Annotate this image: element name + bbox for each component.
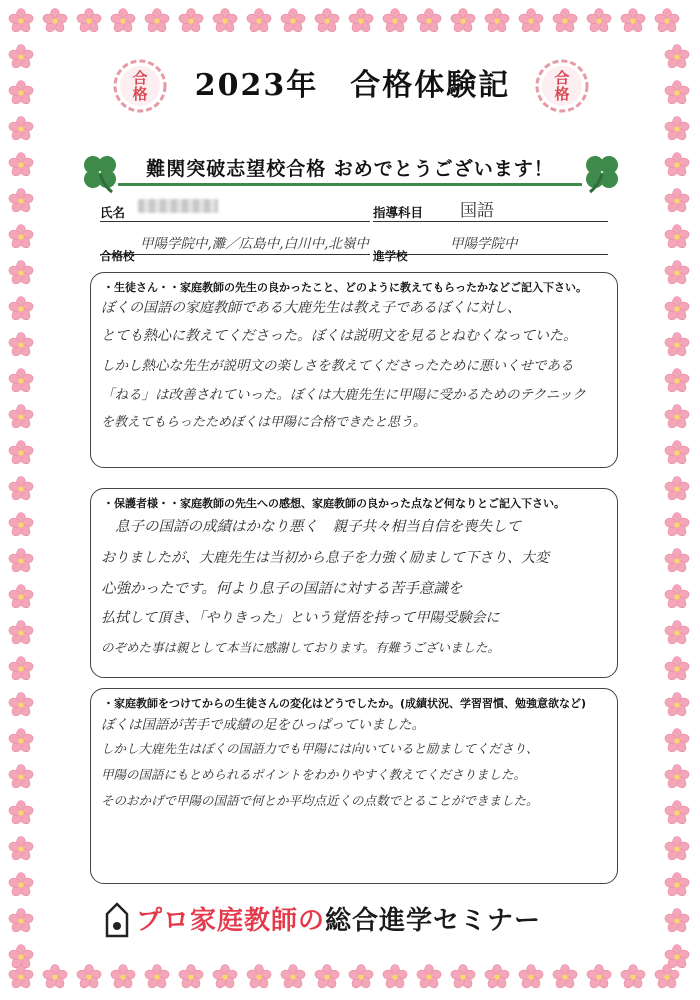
sakura-flower-icon xyxy=(450,964,476,990)
sakura-flower-icon xyxy=(664,368,690,394)
sakura-flower-icon xyxy=(8,152,34,178)
answer-line: 払拭して頂き、「やりきった」という覚悟を持って甲陽受験会に xyxy=(101,610,500,626)
sakura-flower-icon xyxy=(178,964,204,990)
sakura-flower-icon xyxy=(8,188,34,214)
sakura-flower-icon xyxy=(8,296,34,322)
answer-line: しかし大鹿先生はぼくの国語力でも甲陽には向いていると励ましてくださり、 xyxy=(101,741,539,756)
sakura-flower-icon xyxy=(8,116,34,142)
sakura-flower-icon xyxy=(664,476,690,502)
sakura-flower-icon xyxy=(246,8,272,34)
congratulation-subtitle: 難関突破志望校合格 おめでとうございます！ xyxy=(146,158,554,180)
sakura-flower-icon xyxy=(76,8,102,34)
sakura-flower-icon xyxy=(664,908,690,934)
enrolled-school-label: 進学校 xyxy=(373,249,408,263)
brand-footer xyxy=(136,900,541,937)
name-label: 氏名 xyxy=(100,205,126,220)
answer-line: 「ねる」は改善されていった。ぼくは大鹿先生に甲陽に受かるためのテクニック xyxy=(101,387,586,403)
answer-line: 甲陽の国語にもとめられるポイントをわかりやすく教えてくださりました。 xyxy=(101,767,527,782)
sakura-flower-icon xyxy=(664,548,690,574)
sakura-flower-icon xyxy=(484,8,510,34)
clover-icon xyxy=(78,150,122,194)
sakura-flower-icon xyxy=(664,872,690,898)
brand-name-dark: 総合進学セミナー xyxy=(325,906,542,936)
sakura-flower-icon xyxy=(8,476,34,502)
sakura-flower-icon xyxy=(664,656,690,682)
sakura-flower-icon xyxy=(8,368,34,394)
sakura-flower-icon xyxy=(664,116,690,142)
sakura-flower-icon xyxy=(664,296,690,322)
parent-comment-box xyxy=(90,488,618,678)
enrolled-line xyxy=(373,254,608,255)
sakura-flower-icon xyxy=(42,964,68,990)
page-title: 2023年 合格体験記 xyxy=(194,68,511,103)
sakura-flower-icon xyxy=(664,800,690,826)
answer-line: 心強かったです。何より息子の国語に対する苦手意識を xyxy=(101,581,463,597)
sakura-flower-icon xyxy=(314,8,340,34)
sakura-flower-icon xyxy=(664,692,690,718)
sakura-flower-icon xyxy=(110,964,136,990)
sakura-flower-icon xyxy=(8,404,34,430)
sakura-flower-icon xyxy=(664,512,690,538)
name-line xyxy=(100,221,370,222)
sakura-flower-icon xyxy=(450,8,476,34)
answer-line: ぼくは国語が苦手で成績の足をひっぱっていました。 xyxy=(101,717,425,733)
sakura-flower-icon xyxy=(664,728,690,754)
sakura-flower-icon xyxy=(110,8,136,34)
sakura-flower-icon xyxy=(620,8,646,34)
sakura-flower-icon xyxy=(76,964,102,990)
sakura-flower-icon xyxy=(664,44,690,70)
school-logo-icon xyxy=(104,902,130,938)
sakura-flower-icon xyxy=(664,944,690,970)
change-question: ・家庭教師をつけてからの生徒さんの変化はどうでしたか。(成績状況、学習習慣、勉強意欲など) xyxy=(103,697,587,710)
pass-seal-left: 合 格 xyxy=(112,58,168,114)
answer-line: しかし熱心な先生が説明文の楽しさを教えてくださったために悪いくせである xyxy=(101,358,574,374)
sakura-flower-icon xyxy=(664,332,690,358)
passed-line xyxy=(100,254,370,255)
sakura-flower-icon xyxy=(518,964,544,990)
sakura-flower-icon xyxy=(586,8,612,34)
sakura-flower-icon xyxy=(8,8,34,34)
sakura-flower-icon xyxy=(664,188,690,214)
sakura-flower-icon xyxy=(382,8,408,34)
passed-schools-label: 合格校 xyxy=(100,249,135,263)
sakura-flower-icon xyxy=(144,964,170,990)
sakura-flower-icon xyxy=(212,8,238,34)
parent-question: ・保護者様・・家庭教師の先生への感想、家庭教師の良かった点など何なりとご記入下さい。 xyxy=(103,497,565,510)
sakura-flower-icon xyxy=(8,512,34,538)
sakura-flower-icon xyxy=(42,8,68,34)
sakura-flower-icon xyxy=(8,620,34,646)
sakura-flower-icon xyxy=(382,964,408,990)
sakura-flower-icon xyxy=(664,440,690,466)
enrolled-school-value: 甲陽学院中 xyxy=(450,236,518,252)
sakura-flower-icon xyxy=(8,944,34,970)
sakura-flower-icon xyxy=(484,964,510,990)
sakura-flower-icon xyxy=(8,332,34,358)
sakura-flower-icon xyxy=(8,44,34,70)
sakura-flower-icon xyxy=(552,964,578,990)
answer-line: とても熱心に教えてくださった。ぼくは説明文を見るとねむくなっていた。 xyxy=(101,328,577,344)
sakura-flower-icon xyxy=(8,728,34,754)
sakura-flower-icon xyxy=(664,584,690,610)
sakura-flower-icon xyxy=(8,656,34,682)
sakura-flower-icon xyxy=(416,964,442,990)
student-comment-box xyxy=(90,272,618,468)
sakura-flower-icon xyxy=(314,964,340,990)
sakura-flower-icon xyxy=(654,8,680,34)
sakura-flower-icon xyxy=(552,8,578,34)
sakura-flower-icon xyxy=(8,908,34,934)
sakura-flower-icon xyxy=(178,8,204,34)
sakura-flower-icon xyxy=(664,152,690,178)
sakura-flower-icon xyxy=(8,260,34,286)
sakura-flower-icon xyxy=(212,964,238,990)
sakura-flower-icon xyxy=(8,692,34,718)
sakura-flower-icon xyxy=(8,440,34,466)
sakura-flower-icon xyxy=(348,964,374,990)
sakura-flower-icon xyxy=(8,800,34,826)
answer-line: おりましたが、大鹿先生は当初から息子を力強く励まして下さり、大変 xyxy=(101,550,549,566)
answer-line: を教えてもらったためぼくは甲陽に合格できたと思う。 xyxy=(101,415,427,430)
change-comment-box xyxy=(90,688,618,884)
sakura-flower-icon xyxy=(348,8,374,34)
sakura-flower-icon xyxy=(664,620,690,646)
sakura-flower-icon xyxy=(8,764,34,790)
pass-seal-right: 合 格 xyxy=(534,58,590,114)
sakura-flower-icon xyxy=(8,872,34,898)
clover-icon xyxy=(580,150,624,194)
answer-line: ぼくの国語の家庭教師である大鹿先生は教え子であるぼくに対し、 xyxy=(101,300,521,316)
sakura-flower-icon xyxy=(586,964,612,990)
sakura-flower-icon xyxy=(664,836,690,862)
student-name-blurred xyxy=(138,199,218,213)
sakura-flower-icon xyxy=(8,584,34,610)
sakura-flower-icon xyxy=(280,964,306,990)
answer-line: のぞめた事は親として本当に感謝しております。有難うございました。 xyxy=(101,640,501,655)
sakura-flower-icon xyxy=(664,404,690,430)
sakura-flower-icon xyxy=(246,964,272,990)
sakura-flower-icon xyxy=(518,8,544,34)
answer-line: そのおかげで甲陽の国語で何とか平均点近くの点数でとることができました。 xyxy=(101,793,539,808)
sakura-flower-icon xyxy=(144,8,170,34)
passed-schools-value: 甲陽学院中,灘／広島中,白川中,北嶺中 xyxy=(140,236,369,252)
sakura-flower-icon xyxy=(620,964,646,990)
subject-value: 国語 xyxy=(460,201,494,221)
subject-line xyxy=(373,221,608,222)
student-question: ・生徒さん・・家庭教師の先生の良かったこと、どのように教えてもらったかなどご記入下さい。 xyxy=(103,281,587,294)
sakura-flower-icon xyxy=(664,224,690,250)
sakura-flower-icon xyxy=(280,8,306,34)
sakura-flower-icon xyxy=(664,260,690,286)
sakura-flower-icon xyxy=(8,80,34,106)
brand-name-red: プロ家庭教師の xyxy=(136,906,326,936)
sakura-flower-icon xyxy=(8,548,34,574)
sakura-flower-icon xyxy=(664,80,690,106)
sakura-flower-icon xyxy=(8,836,34,862)
sakura-flower-icon xyxy=(416,8,442,34)
subject-label: 指導科目 xyxy=(373,205,424,220)
sakura-flower-icon xyxy=(8,224,34,250)
sakura-flower-icon xyxy=(664,764,690,790)
answer-line: 息子の国語の成績はかなり悪く 親子共々相当自信を喪失して xyxy=(115,519,521,535)
